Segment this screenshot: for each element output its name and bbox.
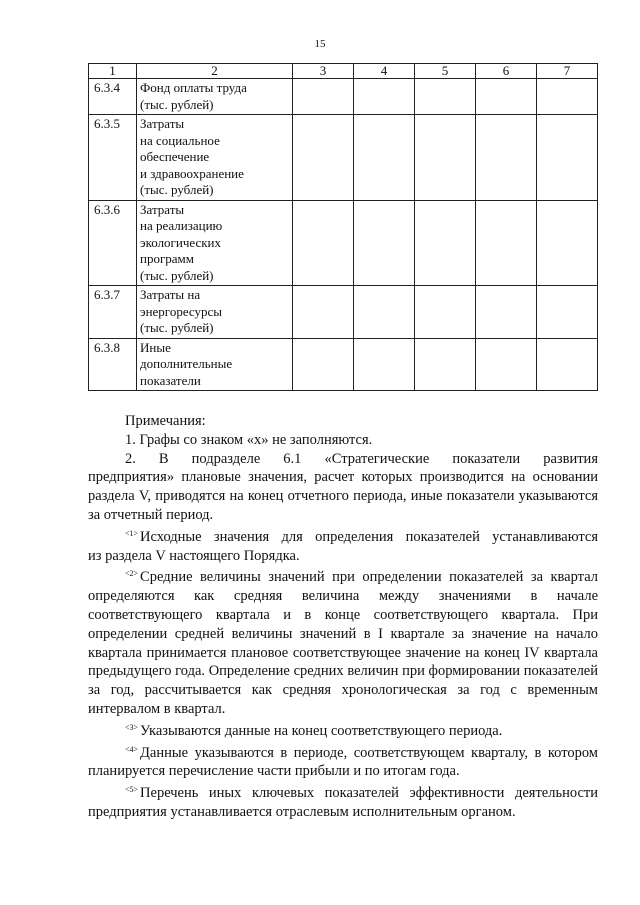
note-item-2-text: предприятия» плановые значения, расчет которых производится на основании раздела V, приводятся на конец отчетного периода, иные показатели указываются за отчетный период. [88,469,598,523]
row-label-line: Затраты [140,201,185,217]
footnote-mark: <5> [125,785,139,795]
empty-cell [354,200,415,286]
empty-cell [415,115,476,201]
footnote-text: Данные указываются в периоде, соответствующем кварталу, в котором планируется перечисление части прибыли и по итогам года. [88,744,598,780]
empty-cell [415,200,476,286]
empty-cell [476,115,537,201]
empty-cell [354,338,415,391]
empty-cell [354,286,415,339]
row-label [137,200,293,286]
row-label-line: показатели [140,372,201,388]
row-number: 6.3.4 [89,79,137,115]
empty-cell [293,200,354,286]
footnote-1 [88,525,598,547]
column-header: 2 [137,64,293,79]
row-number: 6.3.7 [89,286,137,339]
empty-cell [354,115,415,201]
notes-title: Примечания: [125,413,206,429]
row-label-line: энергоресурсы [140,303,223,319]
row-label [137,79,293,115]
empty-cell [537,286,598,339]
row-label-line: Затраты [140,116,185,131]
footnote-text: Средние величины значений при определении показателей за квартал определяются как средняя величина между значениями в начале соответствующего квартала и в конце соответствующего квартала. При определении средней величины значений в I квартале за значение на начало квартала принимается плановое соответствующее значение на конец IV квартала предыдущего года. Определение средних величин при формировании показателей за год, рассчитывается как средняя хронологическая за год с временным интервалом в квартал. [88,569,598,717]
table-header-row [89,64,598,79]
row-label-line: экологических [140,234,222,250]
empty-cell [476,338,537,391]
footnote-mark: <1> [125,528,139,538]
footnote-text: Указываются данные на конец соответствующего периода. [140,722,503,739]
column-header: 3 [293,64,354,79]
row-label-line: (тыс. рублей) [140,182,214,197]
row-label-line: Фонд оплаты труда [140,80,247,95]
row-number: 6.3.8 [89,338,137,391]
footnote-4 [88,741,598,782]
footnote-text: Перечень иных ключевых показателей эффективности деятельности [140,785,598,802]
footnote-1-continuation: из раздела V настоящего Порядка. [88,547,300,564]
empty-cell [293,286,354,339]
empty-cell [476,79,537,115]
empty-cell [415,79,476,115]
table-row [89,115,598,201]
row-label-line: программ [140,251,195,266]
empty-cell [293,115,354,201]
empty-cell [415,338,476,391]
empty-cell [537,115,598,201]
footnote-5-continuation: предприятия устанавливается отраслевым исполнительным органом. [88,803,516,820]
footnote-mark: <2> [125,569,139,579]
row-label-line: на социальное [140,132,220,148]
empty-cell [537,338,598,391]
row-label-line: Затраты на [140,287,201,302]
row-label [137,115,293,201]
footnote-mark: <3> [125,722,139,732]
empty-cell [354,79,415,115]
note-item-2-first-line: 2. В подразделе 6.1 «Стратегические показатели развития [125,450,598,467]
row-label-line: на реализацию [140,218,223,233]
footnote-2 [88,565,598,718]
row-label-line: обеспечение [140,149,210,164]
row-label-line: и здравоохранение [140,165,244,181]
column-header: 5 [415,64,476,79]
empty-cell [537,200,598,286]
row-label [137,338,293,391]
row-label-line: (тыс. рублей) [140,320,214,335]
empty-cell [293,79,354,115]
table-row [89,286,598,339]
column-header: 1 [89,64,137,79]
empty-cell [537,79,598,115]
footnote-mark: <4> [125,744,139,754]
notes-section [88,412,598,822]
row-label-line: дополнительные [140,356,233,371]
page-number: 15 [314,38,326,50]
column-header: 7 [537,64,598,79]
footnote-5 [88,781,598,803]
row-label-line: (тыс. рублей) [140,267,214,283]
footnote-text: Исходные значения для определения показателей устанавливаются [140,528,598,545]
row-label-line: Иные [140,339,171,355]
table-row [89,79,598,115]
row-number: 6.3.6 [89,200,137,286]
empty-cell [293,338,354,391]
empty-cell [415,286,476,339]
table-row [89,338,598,391]
column-header: 6 [476,64,537,79]
row-label [137,286,293,339]
note-item-1: 1. Графы со знаком «х» не заполняются. [125,431,373,448]
table-row [89,200,598,286]
footnote-3 [88,719,598,741]
row-number: 6.3.5 [89,115,137,201]
indicators-table [88,63,598,391]
row-label-line: (тыс. рублей) [140,96,214,112]
empty-cell [476,200,537,286]
column-header: 4 [354,64,415,79]
empty-cell [476,286,537,339]
